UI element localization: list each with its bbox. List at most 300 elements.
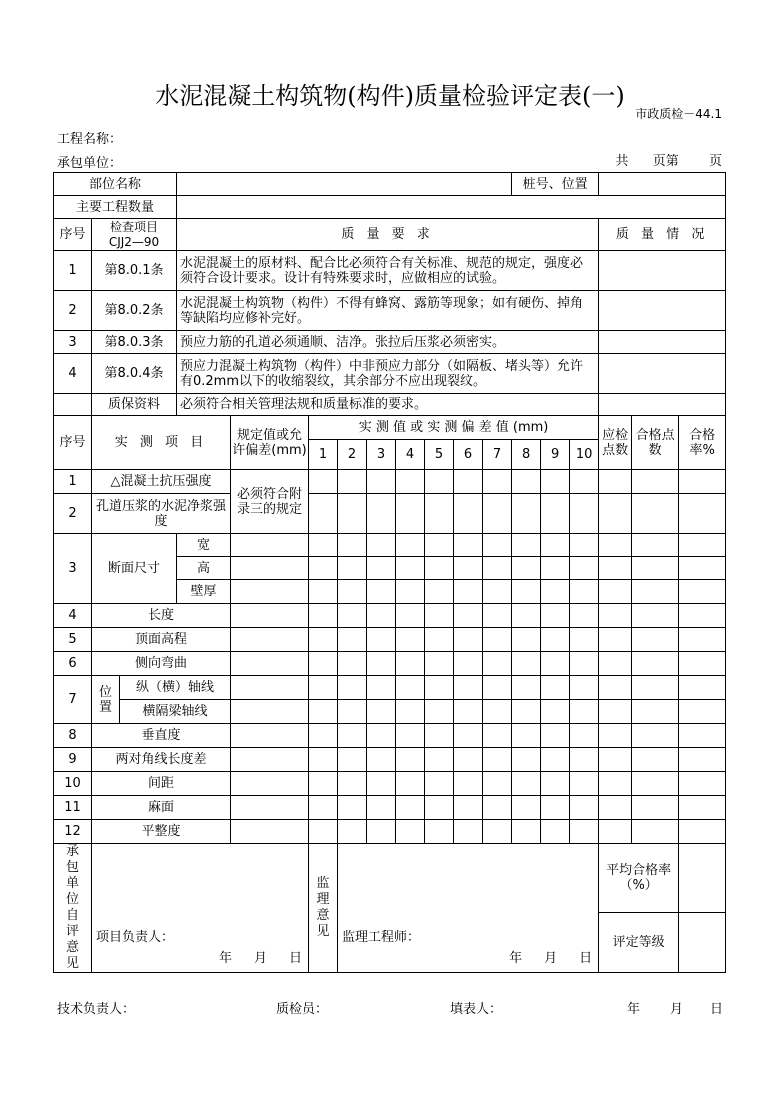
points-cell[interactable] (599, 820, 632, 844)
value-cell[interactable] (309, 494, 338, 534)
pass-rate-cell[interactable] (679, 652, 726, 676)
part-name-label: 部位名称 (54, 173, 177, 196)
value-cell[interactable] (483, 748, 512, 772)
tolerance-cell[interactable] (231, 628, 309, 652)
tolerance-cell[interactable] (231, 604, 309, 628)
value-cell[interactable] (570, 748, 599, 772)
points-cell[interactable] (599, 652, 632, 676)
points-cell[interactable] (599, 470, 632, 494)
value-cell[interactable] (454, 604, 483, 628)
value-cell[interactable] (396, 796, 425, 820)
value-cell[interactable] (367, 534, 396, 557)
value-cell[interactable] (512, 494, 541, 534)
value-cell[interactable] (512, 534, 541, 557)
value-cell[interactable] (425, 652, 454, 676)
value-cell[interactable] (454, 494, 483, 534)
points-cell[interactable] (599, 494, 632, 534)
pass-points-cell[interactable] (632, 604, 679, 628)
value-cell[interactable] (454, 652, 483, 676)
value-cell[interactable] (309, 628, 338, 652)
value-cell[interactable] (338, 470, 367, 494)
pass-rate-cell[interactable] (679, 494, 726, 534)
pass-rate-cell[interactable] (679, 557, 726, 580)
value-col-header: 7 (483, 440, 512, 470)
inspector-label: 质检员： (276, 1002, 329, 1017)
pass-points-cell[interactable] (632, 748, 679, 772)
tolerance-cell[interactable] (231, 534, 309, 557)
pass-points-cell[interactable] (632, 724, 679, 748)
grade-value[interactable] (679, 912, 726, 972)
value-cell[interactable] (425, 772, 454, 796)
pass-rate-cell[interactable] (679, 820, 726, 844)
inspection-table (53, 172, 726, 973)
supervisor-engineer-label: 监理工程师： (342, 930, 421, 945)
value-cell[interactable] (541, 628, 570, 652)
value-cell[interactable] (367, 700, 396, 724)
contractor-sign-cell[interactable] (92, 844, 309, 973)
pass-points-cell[interactable] (632, 494, 679, 534)
value-cell[interactable] (425, 628, 454, 652)
value-cell[interactable] (512, 604, 541, 628)
value-cell[interactable] (454, 676, 483, 700)
contractor-opinion-label (54, 844, 92, 973)
filler-label: 填表人： (450, 1002, 503, 1017)
value-cell[interactable] (396, 652, 425, 676)
value-cell[interactable] (454, 724, 483, 748)
pass-rate-cell[interactable] (679, 580, 726, 604)
points-cell[interactable] (599, 772, 632, 796)
value-cell[interactable] (338, 580, 367, 604)
part-name-value[interactable] (177, 173, 512, 196)
pass-points-cell[interactable] (632, 470, 679, 494)
value-col-header: 1 (309, 440, 338, 470)
req-status-cell[interactable] (599, 354, 726, 394)
pass-rate-cell[interactable] (679, 676, 726, 700)
value-cell[interactable] (338, 748, 367, 772)
value-col-header: 9 (541, 440, 570, 470)
pass-points-cell[interactable] (632, 796, 679, 820)
value-cell[interactable] (367, 470, 396, 494)
req-seq-header: 序号 (54, 219, 92, 251)
value-cell[interactable] (396, 534, 425, 557)
table-row (54, 796, 726, 820)
value-cell[interactable] (483, 796, 512, 820)
tolerance-cell[interactable] (231, 724, 309, 748)
pass-rate-cell[interactable] (679, 470, 726, 494)
value-cell[interactable] (570, 676, 599, 700)
value-cell[interactable] (512, 796, 541, 820)
value-cell[interactable] (425, 820, 454, 844)
value-col-header: 8 (512, 440, 541, 470)
tech-lead-label: 技术负责人： (57, 1002, 136, 1017)
tolerance-cell[interactable] (231, 772, 309, 796)
value-cell[interactable] (541, 724, 570, 748)
value-cell[interactable] (425, 748, 454, 772)
values-header: 实 测 值 或 实 测 偏 差 值 (mm) (309, 416, 599, 440)
value-cell[interactable] (541, 820, 570, 844)
value-cell[interactable] (541, 534, 570, 557)
table-row (54, 494, 726, 534)
req-seq: 1 (54, 251, 92, 291)
value-cell[interactable] (309, 820, 338, 844)
value-cell[interactable] (338, 628, 367, 652)
value-cell[interactable] (483, 772, 512, 796)
measure-seq: 3 (54, 534, 92, 604)
footer-day: 日 (710, 1002, 724, 1017)
value-cell[interactable] (512, 724, 541, 748)
value-cell[interactable] (570, 470, 599, 494)
req-clause: 质保资料 (92, 394, 177, 416)
value-cell[interactable] (396, 604, 425, 628)
value-cell[interactable] (338, 700, 367, 724)
year-label: 年 (218, 951, 232, 966)
value-cell[interactable] (367, 494, 396, 534)
value-cell[interactable] (512, 748, 541, 772)
value-cell[interactable] (338, 724, 367, 748)
points-cell[interactable] (599, 580, 632, 604)
value-cell[interactable] (425, 470, 454, 494)
tolerance-cell[interactable] (231, 580, 309, 604)
value-cell[interactable] (367, 557, 396, 580)
value-cell[interactable] (512, 652, 541, 676)
value-cell[interactable] (483, 494, 512, 534)
value-cell[interactable] (425, 494, 454, 534)
value-cell[interactable] (396, 580, 425, 604)
tolerance-cell[interactable] (231, 652, 309, 676)
value-cell[interactable] (367, 628, 396, 652)
value-cell[interactable] (367, 796, 396, 820)
value-cell[interactable] (367, 820, 396, 844)
project-name-label: 工程名称： (57, 132, 123, 147)
page-label: 页第 (652, 154, 679, 169)
table-row (54, 724, 726, 748)
value-cell[interactable] (309, 748, 338, 772)
value-cell[interactable] (425, 676, 454, 700)
value-cell[interactable] (367, 724, 396, 748)
points-cell[interactable] (599, 796, 632, 820)
value-cell[interactable] (309, 534, 338, 557)
value-cell[interactable] (367, 652, 396, 676)
value-cell[interactable] (309, 676, 338, 700)
value-cell[interactable] (570, 772, 599, 796)
pass-points-cell[interactable] (632, 557, 679, 580)
pass-rate-cell[interactable] (679, 700, 726, 724)
value-cell[interactable] (396, 628, 425, 652)
value-cell[interactable] (512, 580, 541, 604)
pass-points-cell[interactable] (632, 772, 679, 796)
pass-points-cell[interactable] (632, 676, 679, 700)
req-status-cell[interactable] (599, 251, 726, 291)
table-row (54, 604, 726, 628)
value-cell[interactable] (483, 676, 512, 700)
value-cell[interactable] (396, 557, 425, 580)
pass-points-cell[interactable] (632, 700, 679, 724)
measure-group: 断面尺寸 (92, 534, 177, 604)
table-row (54, 820, 726, 844)
value-cell[interactable] (338, 494, 367, 534)
value-cell[interactable] (541, 796, 570, 820)
main-qty-value[interactable] (177, 196, 726, 219)
value-cell[interactable] (309, 700, 338, 724)
measure-item-header: 实 测 项 目 (92, 416, 231, 470)
value-cell[interactable] (541, 604, 570, 628)
year-label: 年 (509, 951, 523, 966)
points-cell[interactable] (599, 628, 632, 652)
value-cell[interactable] (454, 772, 483, 796)
value-cell[interactable] (483, 557, 512, 580)
value-cell[interactable] (541, 652, 570, 676)
req-status-cell[interactable] (599, 394, 726, 416)
measure-item: 垂直度 (92, 724, 231, 748)
pass-points-cell[interactable] (632, 652, 679, 676)
pass-points-cell[interactable] (632, 820, 679, 844)
value-cell[interactable] (483, 470, 512, 494)
supervisor-opinion-label (309, 844, 338, 973)
measure-seq: 6 (54, 652, 92, 676)
measure-sub-item: 横隔梁轴线 (120, 700, 231, 724)
tolerance-cell[interactable] (231, 700, 309, 724)
value-cell[interactable] (483, 604, 512, 628)
value-cell[interactable] (367, 772, 396, 796)
measure-seq-header: 序号 (54, 416, 92, 470)
value-cell[interactable] (483, 724, 512, 748)
table-row (54, 470, 726, 494)
points-cell[interactable] (599, 557, 632, 580)
value-cell[interactable] (396, 494, 425, 534)
req-requirement-header: 质 量 要 求 (177, 219, 599, 251)
measure-seq: 7 (54, 676, 92, 724)
tolerance-cell[interactable] (231, 748, 309, 772)
value-cell[interactable] (425, 580, 454, 604)
req-status-cell[interactable] (599, 331, 726, 354)
value-cell[interactable] (483, 700, 512, 724)
value-cell[interactable] (541, 772, 570, 796)
pass-rate-cell[interactable] (679, 604, 726, 628)
value-cell[interactable] (309, 772, 338, 796)
measure-sub-item: 纵（横）轴线 (120, 676, 231, 700)
value-cell[interactable] (512, 470, 541, 494)
value-cell[interactable] (396, 772, 425, 796)
value-cell[interactable] (338, 604, 367, 628)
avg-rate-label: 平均合格率（%） (599, 844, 679, 913)
value-cell[interactable] (367, 604, 396, 628)
value-cell[interactable] (570, 604, 599, 628)
supervisor-sign-cell[interactable] (338, 844, 599, 973)
value-cell[interactable] (425, 796, 454, 820)
req-clause: 第8.0.3条 (92, 331, 177, 354)
value-cell[interactable] (425, 557, 454, 580)
pass-rate-cell[interactable] (679, 772, 726, 796)
value-cell[interactable] (338, 820, 367, 844)
value-cell[interactable] (309, 470, 338, 494)
tolerance-cell[interactable] (231, 796, 309, 820)
tolerance-header: 规定值或允许偏差(mm) (231, 416, 309, 470)
value-cell[interactable] (425, 700, 454, 724)
value-cell[interactable] (454, 470, 483, 494)
value-cell[interactable] (570, 652, 599, 676)
value-cell[interactable] (483, 652, 512, 676)
value-cell[interactable] (338, 796, 367, 820)
value-cell[interactable] (483, 580, 512, 604)
value-cell[interactable] (541, 676, 570, 700)
value-cell[interactable] (396, 700, 425, 724)
value-cell[interactable] (454, 796, 483, 820)
req-item-header (92, 219, 177, 251)
value-cell[interactable] (425, 604, 454, 628)
measure-item: 顶面高程 (92, 628, 231, 652)
value-cell[interactable] (570, 700, 599, 724)
req-text: 预应力混凝土构筑物（构件）中非预应力部分（如隔板、堵头等）允许有0.2mm以下的收缩裂纹，其余部分不应出现裂纹。 (177, 354, 599, 394)
pass-points-header: 合格点数 (632, 416, 679, 470)
page-info (615, 150, 722, 169)
points-cell[interactable] (599, 748, 632, 772)
value-cell[interactable] (541, 700, 570, 724)
value-cell[interactable] (309, 724, 338, 748)
table-row (54, 676, 726, 700)
value-cell[interactable] (338, 772, 367, 796)
value-cell[interactable] (454, 748, 483, 772)
supervisor-opinion-text: 监理意见 (316, 876, 330, 939)
value-cell[interactable] (483, 628, 512, 652)
value-cell[interactable] (367, 676, 396, 700)
pass-rate-cell[interactable] (679, 796, 726, 820)
value-cell[interactable] (570, 724, 599, 748)
day-label: 日 (288, 951, 302, 966)
value-cell[interactable] (396, 724, 425, 748)
value-cell[interactable] (309, 652, 338, 676)
table-row (54, 652, 726, 676)
value-cell[interactable] (512, 557, 541, 580)
value-cell[interactable] (454, 820, 483, 844)
value-cell[interactable] (367, 748, 396, 772)
day-label: 日 (579, 951, 593, 966)
value-cell[interactable] (512, 820, 541, 844)
pass-points-cell[interactable] (632, 534, 679, 557)
value-cell[interactable] (367, 580, 396, 604)
value-cell[interactable] (338, 676, 367, 700)
value-cell[interactable] (425, 534, 454, 557)
value-cell[interactable] (454, 534, 483, 557)
page-total-label: 共 (615, 154, 629, 169)
footer-year: 年 (627, 1002, 641, 1017)
tolerance-cell[interactable] (231, 820, 309, 844)
value-cell[interactable] (309, 557, 338, 580)
pass-rate-cell[interactable] (679, 724, 726, 748)
value-cell[interactable] (483, 820, 512, 844)
measure-seq: 8 (54, 724, 92, 748)
value-col-header: 3 (367, 440, 396, 470)
req-status-cell[interactable] (599, 291, 726, 331)
points-cell[interactable] (599, 676, 632, 700)
req-status-header: 质 量 情 况 (599, 219, 726, 251)
value-cell[interactable] (425, 724, 454, 748)
measure-sub-item: 高 (177, 557, 231, 580)
points-cell[interactable] (599, 700, 632, 724)
measure-sub-item: 壁厚 (177, 580, 231, 604)
tolerance-cell[interactable] (231, 676, 309, 700)
value-cell[interactable] (512, 772, 541, 796)
points-cell[interactable] (599, 604, 632, 628)
table-row (54, 772, 726, 796)
value-cell[interactable] (570, 820, 599, 844)
value-cell[interactable] (454, 557, 483, 580)
value-cell[interactable] (541, 494, 570, 534)
measure-seq: 11 (54, 796, 92, 820)
value-cell[interactable] (570, 534, 599, 557)
value-cell[interactable] (512, 676, 541, 700)
pass-points-cell[interactable] (632, 580, 679, 604)
value-cell[interactable] (512, 628, 541, 652)
value-cell[interactable] (512, 700, 541, 724)
points-cell[interactable] (599, 534, 632, 557)
tolerance-value: 必须符合附录三的规定 (231, 470, 309, 534)
station-value[interactable] (599, 173, 726, 196)
value-col-header: 6 (454, 440, 483, 470)
value-cell[interactable] (541, 580, 570, 604)
value-cell[interactable] (396, 676, 425, 700)
value-cell[interactable] (570, 580, 599, 604)
value-cell[interactable] (309, 580, 338, 604)
pass-rate-cell[interactable] (679, 534, 726, 557)
value-cell[interactable] (454, 580, 483, 604)
table-row (54, 748, 726, 772)
value-cell[interactable] (541, 470, 570, 494)
points-cell[interactable] (599, 724, 632, 748)
measure-item: 侧向弯曲 (92, 652, 231, 676)
value-cell[interactable] (338, 652, 367, 676)
value-col-header: 5 (425, 440, 454, 470)
measure-seq: 12 (54, 820, 92, 844)
value-cell[interactable] (309, 796, 338, 820)
req-clause: 第8.0.4条 (92, 354, 177, 394)
tolerance-cell[interactable] (231, 557, 309, 580)
value-cell[interactable] (570, 494, 599, 534)
value-cell[interactable] (338, 557, 367, 580)
value-cell[interactable] (396, 820, 425, 844)
pass-points-cell[interactable] (632, 628, 679, 652)
pass-rate-cell[interactable] (679, 628, 726, 652)
avg-rate-value[interactable] (679, 844, 726, 913)
value-cell[interactable] (541, 557, 570, 580)
req-seq (54, 394, 92, 416)
measure-sub-item: 宽 (177, 534, 231, 557)
value-cell[interactable] (483, 534, 512, 557)
contractor-date (96, 951, 308, 966)
value-cell[interactable] (570, 557, 599, 580)
contractor-opinion-text: 承包单位自评意见 (65, 844, 79, 971)
value-cell[interactable] (570, 628, 599, 652)
pass-rate-header: 合格率% (679, 416, 726, 470)
value-cell[interactable] (541, 748, 570, 772)
page-title: 水泥混凝土构筑物(构件)质量检验评定表(一) (155, 82, 625, 110)
table-row (54, 628, 726, 652)
value-cell[interactable] (309, 604, 338, 628)
value-cell[interactable] (396, 748, 425, 772)
value-col-header: 10 (570, 440, 599, 470)
value-cell[interactable] (454, 628, 483, 652)
req-seq: 2 (54, 291, 92, 331)
measure-group: 位置 (92, 676, 120, 724)
value-cell[interactable] (570, 796, 599, 820)
value-cell[interactable] (396, 470, 425, 494)
pass-rate-cell[interactable] (679, 748, 726, 772)
req-text: 预应力筋的孔道必须通顺、洁净。张拉后压浆必须密实。 (177, 331, 599, 354)
supervisor-date (342, 951, 598, 966)
grade-label: 评定等级 (599, 912, 679, 972)
value-cell[interactable] (338, 534, 367, 557)
value-cell[interactable] (454, 700, 483, 724)
main-qty-label: 主要工程数量 (54, 196, 177, 219)
